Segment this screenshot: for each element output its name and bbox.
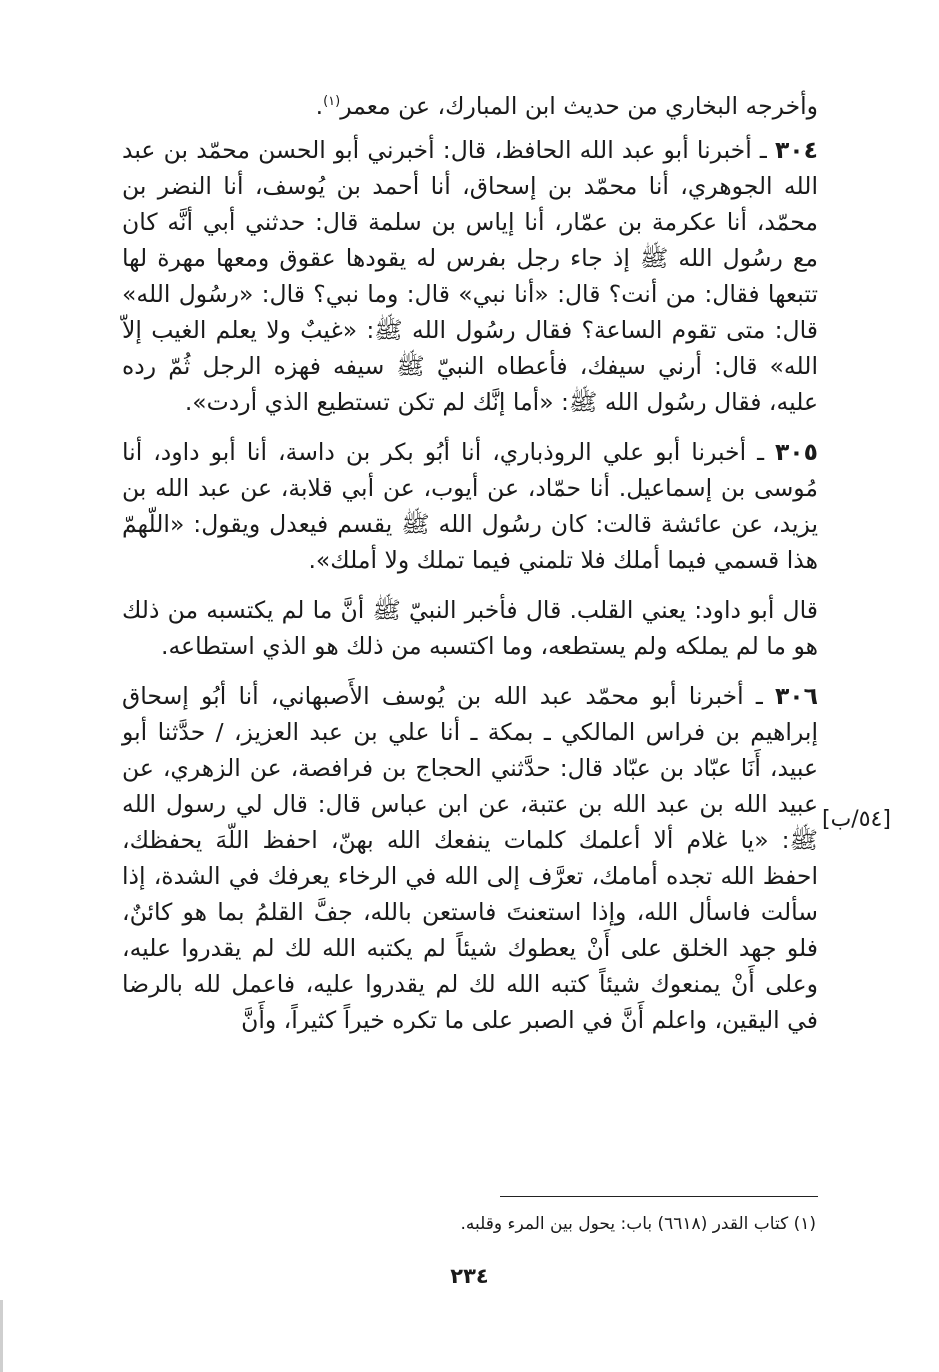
hadith-number: ٣٠٦	[774, 682, 818, 710]
hadith-text: ـ أخبرنا أبو علي الروذباري، أنا أبُو بكر بن داسة، أنا أبو داود، أنا مُوسى بن إسماعيل. أنا حمّاد، عن أيوب، عن أبي قلابة، عن عبد الله بن يزيد، عن عائشة قالت: كان رسُول الله ﷺ يقسم فيعدل ويقول: «اللّهمّ هذا قسمي فيما أملك فلا تلمني فيما تملك ولا أملك».	[122, 438, 818, 574]
paragraph-intro	[122, 88, 818, 124]
hadith-305	[122, 434, 818, 578]
paragraph-tail: .	[315, 92, 324, 120]
hadith-number: ٣٠٥	[774, 438, 818, 466]
commentary-abu-dawud	[122, 592, 818, 664]
hadith-text: ـ أخبرنا أبو محمّد عبد الله بن يُوسف الأَصبهاني، أنا أبُو إسحاق إبراهيم بن فراس المالكي ـ بمكة ـ أنا علي بن عبد العزيز، / حدَّثنا أبو عبيد، أَنَا عبّاد بن عبّاد قال: حدَّثني الحجاج بن فرافصة، عن الزهري، عن عبيد الله بن عبد الله بن عتبة، عن ابن عباس قال: قال لي رسول الله ﷺ: «يا غلام ألا أعلمك كلمات ينفعك الله بهنّ، احفظ اللّهَ يحفظك، احفظ الله تجده أمامك، تعرَّف إلى الله في الرخاء يعرفك في الشدة، إذا سألت فاسأل الله، وإذا استعنتَ فاستعن بالله، جفَّ القلمُ بما هو كائنٌ، فلو جهد الخلق على أَنْ يعطوك شيئاً لم يكتبه الله لك لم يقدروا عليه، وعلى أَنْ يمنعوك شيئاً كتبه الله لك لم يقدروا عليه، فاعمل لله بالرضا في اليقين، واعلم أَنَّ في الصبر على ما تكره خيراً كثيراً، وأَنَّ	[122, 682, 818, 1034]
footnote: (١) كتاب القدر (٦٦١٨) باب: يحول بين المرء وقلبه.	[460, 1214, 816, 1234]
hadith-number: ٣٠٤	[774, 136, 818, 164]
scan-edge	[0, 1300, 3, 1372]
hadith-306	[122, 678, 818, 1038]
hadith-304	[122, 132, 818, 420]
paragraph-text: قال أبو داود: يعني القلب. قال فأخبر النبيّ ﷺ أنَّ ما لم يكتسبه من ذلك هو ما لم يملكه ولم يستطعه، وما اكتسبه من ذلك هو الذي استطاعه.	[122, 596, 818, 660]
footnote-marker: (١)	[323, 94, 341, 110]
hadith-text: ـ أخبرنا أبو عبد الله الحافظ، قال: أخبرني أبو الحسن محمّد بن عبد الله الجوهري، أنا محمّد بن إسحاق، أنا أحمد بن يُوسف، أنا النضر بن محمّد، أنا عكرمة بن عمّار، أنا إياس بن سلمة قال: حدثني أبي أنَّه كان مع رسُول الله ﷺ إذ جاء رجل بفرس له يقودها عقوق ومعها مهرة لها تتبعها فقال: من أنت؟ قال: «أنا نبي» قال: وما نبي؟ قال: «رسُول الله» قال: متى تقوم الساعة؟ فقال رسُول الله ﷺ: «غيبٌ ولا يعلم الغيب إلاّ الله» قال: أرني سيفك، فأعطاه النبيّ ﷺ سيفه فهزه الرجل ثُمّ رده عليه، فقال رسُول الله ﷺ: «أما إنَّك لم تكن تستطيع الذي أردت».	[122, 136, 818, 416]
page-number: ٢٣٤	[450, 1264, 489, 1288]
manuscript-folio-reference: [٥٤/ب]	[822, 807, 891, 832]
footnote-divider	[500, 1196, 818, 1197]
main-text	[122, 88, 818, 1046]
paragraph-text: وأخرجه البخاري من حديث ابن المبارك، عن معمر	[340, 92, 818, 120]
